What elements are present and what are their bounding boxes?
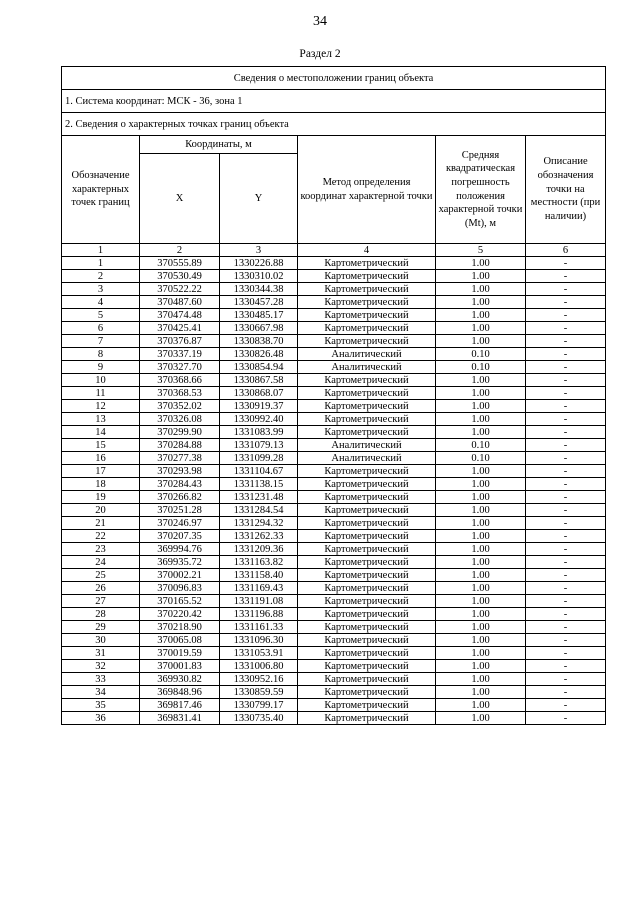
description-cell: -	[526, 413, 606, 426]
description-cell: -	[526, 400, 606, 413]
y-coordinate-cell: 1330859.59	[220, 686, 298, 699]
x-coordinate-cell: 370487.60	[140, 296, 220, 309]
error-cell: 1.00	[436, 660, 526, 673]
table-row	[62, 569, 606, 582]
x-coordinate-cell: 370220.42	[140, 608, 220, 621]
table-row	[62, 348, 606, 361]
table-row	[62, 452, 606, 465]
y-coordinate-cell: 1331053.91	[220, 647, 298, 660]
point-id-cell: 34	[62, 686, 140, 699]
point-id-cell: 35	[62, 699, 140, 712]
table-row	[62, 582, 606, 595]
error-cell: 1.00	[436, 543, 526, 556]
x-coordinate-cell: 370002.21	[140, 569, 220, 582]
x-coordinate-cell: 370001.83	[140, 660, 220, 673]
table-row	[62, 322, 606, 335]
point-id-cell: 5	[62, 309, 140, 322]
x-coordinate-cell: 370251.28	[140, 504, 220, 517]
y-coordinate-cell: 1330735.40	[220, 712, 298, 725]
x-coordinate-cell: 370246.97	[140, 517, 220, 530]
error-cell: 1.00	[436, 595, 526, 608]
method-cell: Картометрический	[298, 621, 436, 634]
point-id-cell: 31	[62, 647, 140, 660]
y-coordinate-cell: 1331294.32	[220, 517, 298, 530]
description-cell: -	[526, 699, 606, 712]
method-cell: Картометрический	[298, 530, 436, 543]
y-coordinate-cell: 1330226.88	[220, 257, 298, 270]
header-row-1	[62, 136, 606, 154]
table-row	[62, 556, 606, 569]
y-coordinate-cell: 1331079.13	[220, 439, 298, 452]
method-cell: Картометрический	[298, 634, 436, 647]
method-cell: Картометрический	[298, 699, 436, 712]
x-coordinate-cell: 370522.22	[140, 283, 220, 296]
x-coordinate-cell: 370530.49	[140, 270, 220, 283]
table-row	[62, 374, 606, 387]
error-cell: 1.00	[436, 400, 526, 413]
description-cell: -	[526, 712, 606, 725]
method-cell: Картометрический	[298, 556, 436, 569]
error-cell: 0.10	[436, 452, 526, 465]
method-cell: Картометрический	[298, 283, 436, 296]
point-id-cell: 25	[62, 569, 140, 582]
error-cell: 1.00	[436, 413, 526, 426]
x-coordinate-cell: 370474.48	[140, 309, 220, 322]
table-row	[62, 608, 606, 621]
table-row	[62, 647, 606, 660]
y-coordinate-cell: 1331006.80	[220, 660, 298, 673]
y-coordinate-cell: 1330854.94	[220, 361, 298, 374]
error-cell: 1.00	[436, 465, 526, 478]
point-id-cell: 17	[62, 465, 140, 478]
error-cell: 1.00	[436, 647, 526, 660]
x-coordinate-cell: 370207.35	[140, 530, 220, 543]
error-cell: 1.00	[436, 504, 526, 517]
method-cell: Аналитический	[298, 439, 436, 452]
column-number: 2	[140, 244, 220, 257]
y-coordinate-cell: 1331163.82	[220, 556, 298, 569]
y-coordinate-cell: 1331231.48	[220, 491, 298, 504]
y-coordinate-cell: 1331284.54	[220, 504, 298, 517]
table-row	[62, 504, 606, 517]
header-error: Средняя квадратическая погрешность положения характерной точки (Mt), м	[436, 136, 526, 244]
table-row	[62, 257, 606, 270]
header-x: X	[140, 154, 220, 244]
y-coordinate-cell: 1331099.28	[220, 452, 298, 465]
description-cell: -	[526, 543, 606, 556]
y-coordinate-cell: 1331096.30	[220, 634, 298, 647]
description-cell: -	[526, 478, 606, 491]
header-coordinates: Координаты, м	[140, 136, 298, 154]
page-number: 34	[313, 14, 327, 29]
description-cell: -	[526, 309, 606, 322]
error-cell: 1.00	[436, 517, 526, 530]
point-id-cell: 11	[62, 387, 140, 400]
error-cell: 1.00	[436, 283, 526, 296]
error-cell: 1.00	[436, 608, 526, 621]
error-cell: 1.00	[436, 296, 526, 309]
table-row	[62, 387, 606, 400]
method-cell: Картометрический	[298, 322, 436, 335]
description-cell: -	[526, 634, 606, 647]
x-coordinate-cell: 370019.59	[140, 647, 220, 660]
error-cell: 1.00	[436, 556, 526, 569]
table-body	[62, 257, 606, 725]
description-cell: -	[526, 335, 606, 348]
x-coordinate-cell: 370337.19	[140, 348, 220, 361]
point-id-cell: 9	[62, 361, 140, 374]
y-coordinate-cell: 1330667.98	[220, 322, 298, 335]
table-row	[62, 478, 606, 491]
error-cell: 1.00	[436, 699, 526, 712]
table-row	[62, 270, 606, 283]
point-id-cell: 7	[62, 335, 140, 348]
method-cell: Картометрический	[298, 517, 436, 530]
error-cell: 1.00	[436, 621, 526, 634]
x-coordinate-cell: 370165.52	[140, 595, 220, 608]
y-coordinate-cell: 1331196.88	[220, 608, 298, 621]
point-id-cell: 30	[62, 634, 140, 647]
description-cell: -	[526, 257, 606, 270]
table-row	[62, 283, 606, 296]
method-cell: Картометрический	[298, 582, 436, 595]
x-coordinate-cell: 370277.38	[140, 452, 220, 465]
x-coordinate-cell: 369848.96	[140, 686, 220, 699]
x-coordinate-cell: 370266.82	[140, 491, 220, 504]
method-cell: Картометрический	[298, 374, 436, 387]
point-id-cell: 21	[62, 517, 140, 530]
method-cell: Картометрический	[298, 335, 436, 348]
error-cell: 1.00	[436, 426, 526, 439]
y-coordinate-cell: 1331191.08	[220, 595, 298, 608]
x-coordinate-cell: 370284.88	[140, 439, 220, 452]
method-cell: Картометрический	[298, 309, 436, 322]
method-cell: Картометрический	[298, 400, 436, 413]
method-cell: Картометрический	[298, 270, 436, 283]
x-coordinate-cell: 370327.70	[140, 361, 220, 374]
y-coordinate-cell: 1331209.36	[220, 543, 298, 556]
boundary-points-table	[61, 66, 606, 725]
x-coordinate-cell: 369817.46	[140, 699, 220, 712]
error-cell: 1.00	[436, 530, 526, 543]
method-cell: Картометрический	[298, 465, 436, 478]
description-cell: -	[526, 595, 606, 608]
method-cell: Картометрический	[298, 478, 436, 491]
column-number: 5	[436, 244, 526, 257]
table-row	[62, 335, 606, 348]
coordinate-system-row	[62, 90, 606, 113]
method-cell: Картометрический	[298, 595, 436, 608]
x-coordinate-cell: 369930.82	[140, 673, 220, 686]
method-cell: Картометрический	[298, 387, 436, 400]
table-row	[62, 465, 606, 478]
x-coordinate-cell: 369994.76	[140, 543, 220, 556]
points-info-row	[62, 113, 606, 136]
error-cell: 1.00	[436, 270, 526, 283]
point-id-cell: 22	[62, 530, 140, 543]
table-title-row	[62, 67, 606, 90]
table-row	[62, 699, 606, 712]
error-cell: 1.00	[436, 478, 526, 491]
header-description: Описание обозначения точки на местности (при наличии)	[526, 136, 606, 244]
point-id-cell: 16	[62, 452, 140, 465]
point-id-cell: 19	[62, 491, 140, 504]
method-cell: Картометрический	[298, 608, 436, 621]
description-cell: -	[526, 530, 606, 543]
table-row	[62, 660, 606, 673]
y-coordinate-cell: 1331161.33	[220, 621, 298, 634]
x-coordinate-cell: 370293.98	[140, 465, 220, 478]
y-coordinate-cell: 1330799.17	[220, 699, 298, 712]
error-cell: 1.00	[436, 257, 526, 270]
y-coordinate-cell: 1331158.40	[220, 569, 298, 582]
x-coordinate-cell: 370065.08	[140, 634, 220, 647]
y-coordinate-cell: 1331262.33	[220, 530, 298, 543]
method-cell: Картометрический	[298, 712, 436, 725]
column-number-row	[62, 244, 606, 257]
method-cell: Аналитический	[298, 452, 436, 465]
error-cell: 1.00	[436, 309, 526, 322]
y-coordinate-cell: 1330838.70	[220, 335, 298, 348]
description-cell: -	[526, 348, 606, 361]
x-coordinate-cell: 370555.89	[140, 257, 220, 270]
method-cell: Картометрический	[298, 491, 436, 504]
table-row	[62, 712, 606, 725]
description-cell: -	[526, 465, 606, 478]
method-cell: Картометрический	[298, 673, 436, 686]
table-row	[62, 530, 606, 543]
point-id-cell: 3	[62, 283, 140, 296]
point-id-cell: 15	[62, 439, 140, 452]
error-cell: 1.00	[436, 673, 526, 686]
points-info-text: 2. Сведения о характерных точках границ объекта	[62, 113, 606, 136]
table-row	[62, 517, 606, 530]
method-cell: Картометрический	[298, 296, 436, 309]
error-cell: 0.10	[436, 348, 526, 361]
error-cell: 1.00	[436, 569, 526, 582]
description-cell: -	[526, 569, 606, 582]
point-id-cell: 12	[62, 400, 140, 413]
method-cell: Картометрический	[298, 426, 436, 439]
y-coordinate-cell: 1331083.99	[220, 426, 298, 439]
point-id-cell: 26	[62, 582, 140, 595]
table-row	[62, 543, 606, 556]
point-id-cell: 13	[62, 413, 140, 426]
point-id-cell: 24	[62, 556, 140, 569]
y-coordinate-cell: 1330919.37	[220, 400, 298, 413]
x-coordinate-cell: 370368.53	[140, 387, 220, 400]
error-cell: 0.10	[436, 439, 526, 452]
description-cell: -	[526, 673, 606, 686]
description-cell: -	[526, 387, 606, 400]
description-cell: -	[526, 517, 606, 530]
error-cell: 1.00	[436, 491, 526, 504]
column-number: 3	[220, 244, 298, 257]
method-cell: Аналитический	[298, 348, 436, 361]
description-cell: -	[526, 621, 606, 634]
method-cell: Картометрический	[298, 660, 436, 673]
header-y: Y	[220, 154, 298, 244]
error-cell: 1.00	[436, 712, 526, 725]
x-coordinate-cell: 369831.41	[140, 712, 220, 725]
method-cell: Картометрический	[298, 647, 436, 660]
error-cell: 1.00	[436, 335, 526, 348]
method-cell: Картометрический	[298, 257, 436, 270]
table-row	[62, 439, 606, 452]
description-cell: -	[526, 660, 606, 673]
description-cell: -	[526, 452, 606, 465]
y-coordinate-cell: 1330344.38	[220, 283, 298, 296]
point-id-cell: 8	[62, 348, 140, 361]
description-cell: -	[526, 322, 606, 335]
x-coordinate-cell: 370368.66	[140, 374, 220, 387]
column-number: 6	[526, 244, 606, 257]
table-row	[62, 634, 606, 647]
table-title: Сведения о местоположении границ объекта	[62, 67, 606, 90]
description-cell: -	[526, 608, 606, 621]
error-cell: 0.10	[436, 361, 526, 374]
point-id-cell: 33	[62, 673, 140, 686]
error-cell: 1.00	[436, 582, 526, 595]
description-cell: -	[526, 270, 606, 283]
y-coordinate-cell: 1330457.28	[220, 296, 298, 309]
y-coordinate-cell: 1331169.43	[220, 582, 298, 595]
point-id-cell: 1	[62, 257, 140, 270]
section-title: Раздел 2	[299, 48, 341, 60]
point-id-cell: 36	[62, 712, 140, 725]
method-cell: Картометрический	[298, 504, 436, 517]
error-cell: 1.00	[436, 322, 526, 335]
method-cell: Картометрический	[298, 686, 436, 699]
description-cell: -	[526, 283, 606, 296]
point-id-cell: 29	[62, 621, 140, 634]
method-cell: Картометрический	[298, 569, 436, 582]
point-id-cell: 27	[62, 595, 140, 608]
method-cell: Аналитический	[298, 361, 436, 374]
y-coordinate-cell: 1330992.40	[220, 413, 298, 426]
y-coordinate-cell: 1331104.67	[220, 465, 298, 478]
x-coordinate-cell: 370425.41	[140, 322, 220, 335]
description-cell: -	[526, 504, 606, 517]
x-coordinate-cell: 370326.08	[140, 413, 220, 426]
y-coordinate-cell: 1330952.16	[220, 673, 298, 686]
point-id-cell: 4	[62, 296, 140, 309]
x-coordinate-cell: 370299.90	[140, 426, 220, 439]
point-id-cell: 32	[62, 660, 140, 673]
y-coordinate-cell: 1330310.02	[220, 270, 298, 283]
x-coordinate-cell: 370284.43	[140, 478, 220, 491]
error-cell: 1.00	[436, 374, 526, 387]
description-cell: -	[526, 491, 606, 504]
error-cell: 1.00	[436, 387, 526, 400]
point-id-cell: 2	[62, 270, 140, 283]
description-cell: -	[526, 426, 606, 439]
description-cell: -	[526, 647, 606, 660]
y-coordinate-cell: 1330485.17	[220, 309, 298, 322]
x-coordinate-cell: 369935.72	[140, 556, 220, 569]
error-cell: 1.00	[436, 686, 526, 699]
error-cell: 1.00	[436, 634, 526, 647]
y-coordinate-cell: 1330867.58	[220, 374, 298, 387]
table-row	[62, 491, 606, 504]
x-coordinate-cell: 370376.87	[140, 335, 220, 348]
table-row	[62, 413, 606, 426]
table-row	[62, 686, 606, 699]
column-number: 1	[62, 244, 140, 257]
y-coordinate-cell: 1330826.48	[220, 348, 298, 361]
point-id-cell: 6	[62, 322, 140, 335]
description-cell: -	[526, 582, 606, 595]
description-cell: -	[526, 556, 606, 569]
description-cell: -	[526, 686, 606, 699]
point-id-cell: 14	[62, 426, 140, 439]
description-cell: -	[526, 374, 606, 387]
point-id-cell: 18	[62, 478, 140, 491]
column-number: 4	[298, 244, 436, 257]
header-method: Метод определения координат характерной точки	[298, 136, 436, 244]
point-id-cell: 20	[62, 504, 140, 517]
description-cell: -	[526, 361, 606, 374]
table-row	[62, 309, 606, 322]
description-cell: -	[526, 296, 606, 309]
point-id-cell: 10	[62, 374, 140, 387]
x-coordinate-cell: 370096.83	[140, 582, 220, 595]
table-row	[62, 673, 606, 686]
point-id-cell: 28	[62, 608, 140, 621]
y-coordinate-cell: 1330868.07	[220, 387, 298, 400]
header-designation: Обозначение характерных точек границ	[62, 136, 140, 244]
y-coordinate-cell: 1331138.15	[220, 478, 298, 491]
description-cell: -	[526, 439, 606, 452]
table-row	[62, 595, 606, 608]
table-row	[62, 426, 606, 439]
method-cell: Картометрический	[298, 413, 436, 426]
point-id-cell: 23	[62, 543, 140, 556]
x-coordinate-cell: 370352.02	[140, 400, 220, 413]
table-row	[62, 296, 606, 309]
method-cell: Картометрический	[298, 543, 436, 556]
x-coordinate-cell: 370218.90	[140, 621, 220, 634]
table-row	[62, 621, 606, 634]
coordinate-system-text: 1. Система координат: МСК - 36, зона 1	[62, 90, 606, 113]
table-row	[62, 361, 606, 374]
table-row	[62, 400, 606, 413]
